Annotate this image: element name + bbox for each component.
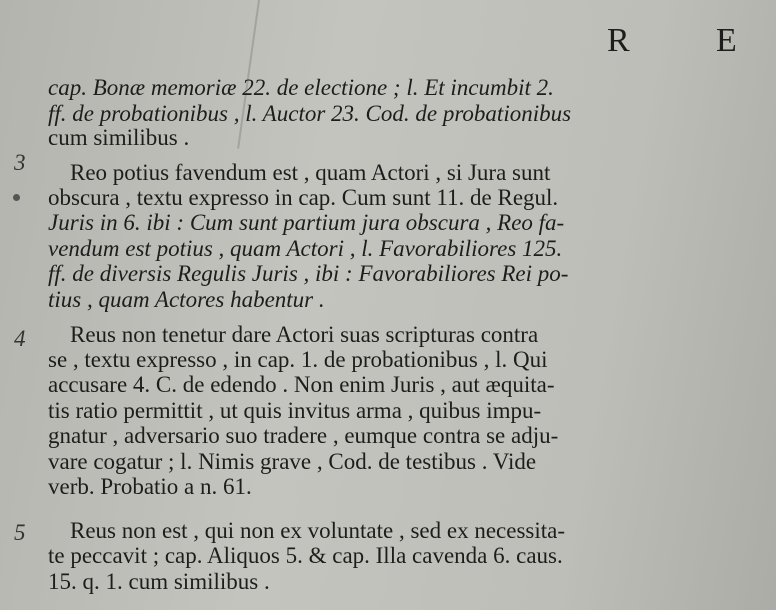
text-line: Reus non tenetur dare Actori suas scripturas contra: [70, 322, 539, 347]
text-line: verb. Probatio a n. 61.: [48, 474, 252, 499]
text-line: ff. de diversis Regulis Juris , ibi : Favorabiliores Rei po-: [48, 261, 569, 286]
text-line: cum similibus .: [48, 125, 190, 150]
header-letter-left: R: [607, 22, 632, 59]
text-line: ff. de probationibus , l. Auctor 23. Cod. de probationibus: [48, 101, 572, 126]
text-line: te peccavit ; cap. Aliquos 5. & cap. Illa cavenda 6. caus.: [48, 543, 563, 568]
text-line: Reus non est , qui non ex voluntate , sed ex necessita-: [70, 518, 566, 543]
paragraph-number: 5: [14, 520, 26, 545]
text-line: Reo potius favendum est , quam Actori , si Jura sunt: [70, 160, 551, 185]
text-line: 15. q. 1. cum similibus .: [48, 569, 270, 594]
paragraph-number: 4: [14, 326, 26, 351]
header-letter-right: E: [716, 22, 739, 59]
text-line: tis ratio permittit , ut quis invitus arma , quibus impu-: [48, 398, 542, 423]
text-line: Juris in 6. ibi : Cum sunt partium jura obscura , Reo fa-: [48, 210, 565, 235]
text-line: cap. Bonæ memoriæ 22. de electione ; l. Et incumbit 2.: [48, 75, 554, 100]
page-mark: [13, 194, 20, 201]
text-line: obscura , textu expresso in cap. Cum sunt 11. de Regul.: [48, 185, 559, 210]
text-line: accusare 4. C. de edendo . Non enim Juris , aut æquita-: [48, 372, 555, 397]
text-line: vare cogatur ; l. Nimis grave , Cod. de testibus . Vide: [48, 449, 537, 474]
text-line: vendum est potius , quam Actori , l. Favorabiliores 125.: [48, 236, 563, 261]
text-line: se , textu expresso , in cap. 1. de probationibus , l. Qui: [48, 347, 548, 372]
text-line: tius , quam Actores habentur .: [48, 287, 325, 312]
text-line: gnatur , adversario suo tradere , eumque contra se adju-: [48, 423, 559, 448]
paragraph-number: 3: [14, 150, 26, 175]
